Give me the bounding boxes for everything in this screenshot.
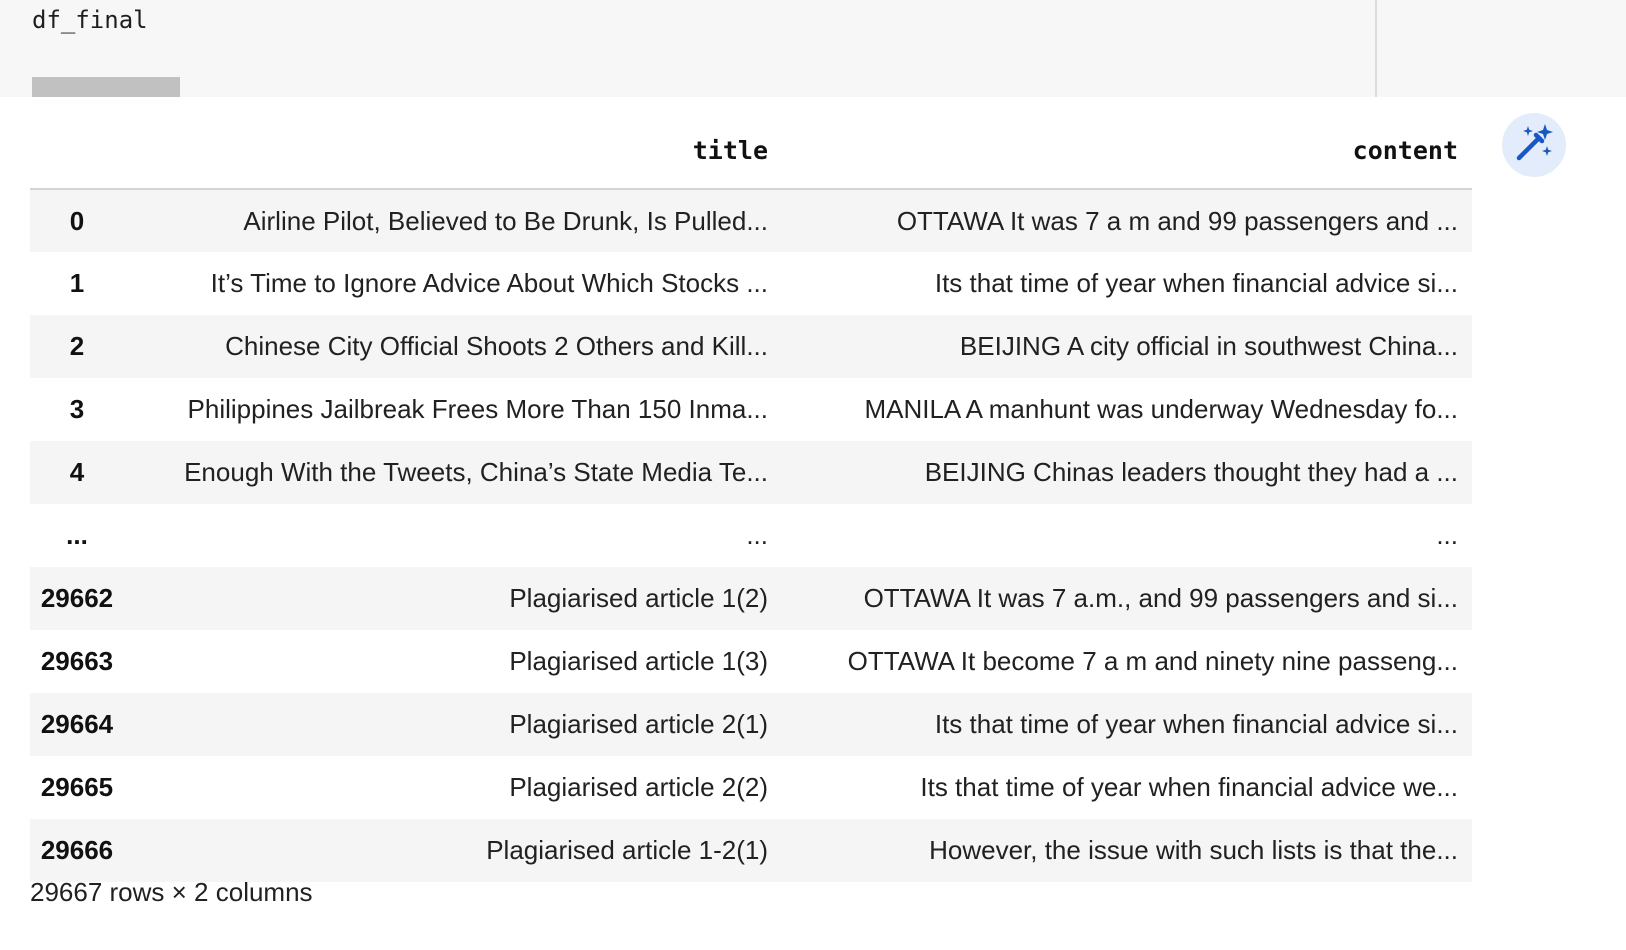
cell-title: Plagiarised article 2(2) [509,772,768,802]
cell-title: Plagiarised article 1(2) [509,583,768,613]
cell-title: ... [746,520,768,550]
cell-content: MANILA A manhunt was underway Wednesday fo... [864,394,1458,424]
cell-content: However, the issue with such lists is that the... [929,835,1458,865]
cell-content: OTTAWA It was 7 a.m., and 99 passengers and si... [863,583,1458,613]
cell-title: Airline Pilot, Believed to Be Drunk, Is Pulled... [243,205,768,236]
table-row [30,504,1472,567]
code-input[interactable]: df_final [32,6,148,34]
table-shape-summary: 29667 rows × 2 columns [30,877,313,907]
column-header-title: title [130,112,782,189]
table-row [30,189,1472,252]
row-index: 3 [69,394,85,424]
table-row [30,252,1472,315]
magic-wand-sparkle-icon [1512,121,1556,170]
cell-title: Plagiarised article 1-2(1) [486,835,768,865]
row-index: ... [66,520,88,550]
table-row [30,756,1472,819]
cell-output [0,97,1626,950]
cell-title: Enough With the Tweets, China’s State Media Te... [184,457,768,487]
table-row [30,819,1472,882]
cell-content: ... [1436,520,1458,550]
dataframe-table [30,112,1472,882]
cell-content: Its that time of year when financial advice si... [934,268,1458,298]
cell-title: Chinese City Official Shoots 2 Others and Kill... [225,331,768,361]
table-body [30,189,1472,882]
table-row [30,567,1472,630]
row-index: 2 [69,331,85,361]
table-row [30,630,1472,693]
table-row [30,378,1472,441]
cell-title: It’s Time to Ignore Advice About Which Stocks ... [210,268,768,298]
column-header-content: content [782,112,1472,189]
cell-title: Plagiarised article 2(1) [509,709,768,739]
magic-wand-button[interactable] [1502,113,1566,177]
index-header [30,112,130,189]
cell-title: Philippines Jailbreak Frees More Than 150 Inma... [187,394,768,424]
table-row [30,315,1472,378]
table-row [30,441,1472,504]
table-header-row [30,112,1472,189]
row-index: 29662 [40,583,114,613]
horizontal-scrollbar-thumb[interactable] [32,77,180,97]
cell-content: Its that time of year when financial advice si... [934,709,1458,739]
cell-content: OTTAWA It become 7 a m and ninety nine passeng... [847,646,1458,676]
row-index: 4 [69,457,85,487]
code-cell[interactable] [0,0,1626,97]
cell-content: OTTAWA It was 7 a m and 99 passengers and ... [896,205,1458,236]
row-index: 29666 [40,835,114,865]
row-index: 0 [69,205,85,236]
row-index: 1 [69,268,85,298]
row-index: 29664 [40,709,114,739]
cell-content: BEIJING A city official in southwest China... [959,331,1458,361]
cell-content: BEIJING Chinas leaders thought they had a ... [924,457,1458,487]
cell-content: Its that time of year when financial advice we... [920,772,1458,802]
cell-divider [1375,0,1377,97]
cell-title: Plagiarised article 1(3) [509,646,768,676]
row-index: 29663 [40,646,114,676]
row-index: 29665 [40,772,114,802]
table-row [30,693,1472,756]
